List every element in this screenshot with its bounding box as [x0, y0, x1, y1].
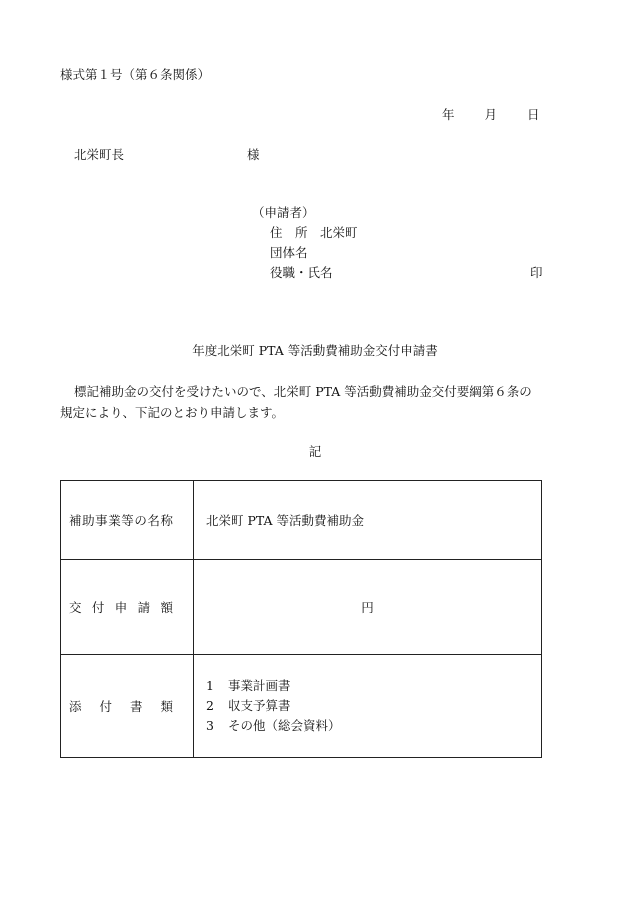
project-name-label — [61, 481, 194, 560]
attachments-list — [206, 676, 541, 736]
name-label: 役職・氏名 — [270, 265, 333, 280]
attachment-item-number: 3 — [206, 718, 214, 733]
attachment-item — [206, 696, 541, 716]
table-row-project-name — [61, 481, 542, 560]
row2-label-char: 交 — [69, 600, 82, 615]
row2-label-char: 申 — [114, 600, 128, 615]
form-number: 様式第１号（第６条関係） — [60, 67, 211, 82]
project-name-value: 北栄町 PTA 等活動費補助金 — [194, 481, 542, 560]
body-text: 標記補助金の交付を受けたいので、北栄町 PTA 等活動費補助金交付要綱第６条の規定により、下記のとおり申請します。 — [60, 384, 532, 420]
attachment-item-text: 収支予算書 — [228, 698, 291, 713]
detail-table — [60, 480, 542, 758]
row3-label-char: 書 — [129, 699, 143, 714]
attachment-item-text: その他（総会資料） — [228, 718, 341, 733]
applicant-label: （申請者） — [252, 205, 315, 220]
row2-label-char: 付 — [91, 600, 105, 615]
row3-label-char: 類 — [160, 699, 173, 714]
attachment-item — [206, 676, 541, 696]
address-value: 北栄町 — [320, 225, 358, 240]
addressee-name: 北栄町長 — [74, 147, 125, 162]
row2-label-char: 請 — [137, 600, 151, 615]
attachments-value — [194, 655, 542, 758]
table-row-attachments — [61, 655, 542, 758]
document-title: 年度北栄町 PTA 等活動費補助金交付申請書 — [192, 343, 438, 358]
amount-value: 円 — [194, 560, 542, 655]
attachment-item-text: 事業計画書 — [228, 678, 291, 693]
applicant-org-row — [270, 245, 308, 261]
address-label: 住 所 — [270, 225, 308, 240]
org-label: 団体名 — [270, 245, 308, 260]
attachment-item-number: 2 — [206, 698, 214, 713]
row1-label-char: 助 — [82, 513, 95, 528]
row1-label-char: 等 — [121, 513, 134, 528]
row3-label-char: 付 — [99, 699, 112, 714]
amount-label — [61, 560, 194, 655]
ki-mark: 記 — [308, 444, 322, 459]
applicant-name-row — [270, 265, 333, 281]
date-line — [442, 107, 540, 123]
row1-label-char: 業 — [108, 513, 121, 528]
seal-mark: 印 — [530, 265, 543, 280]
row1-label-char: 称 — [160, 513, 173, 528]
row2-label-char: 額 — [160, 600, 173, 615]
addressee-suffix: 様 — [247, 147, 260, 162]
row1-label-char: 事 — [95, 513, 108, 528]
row3-label-char: 添 — [69, 699, 82, 714]
row1-label-char: の — [134, 513, 147, 528]
attachment-item-number: 1 — [206, 678, 214, 693]
date-month: 月 — [484, 107, 498, 122]
row1-label-char: 名 — [147, 513, 160, 528]
date-day: 日 — [527, 107, 540, 122]
table-row-amount — [61, 560, 542, 655]
row1-label-char: 補 — [69, 513, 82, 528]
applicant-address-row — [270, 225, 358, 241]
date-year: 年 — [442, 107, 455, 122]
attachments-label — [61, 655, 194, 758]
attachment-item — [206, 716, 541, 736]
